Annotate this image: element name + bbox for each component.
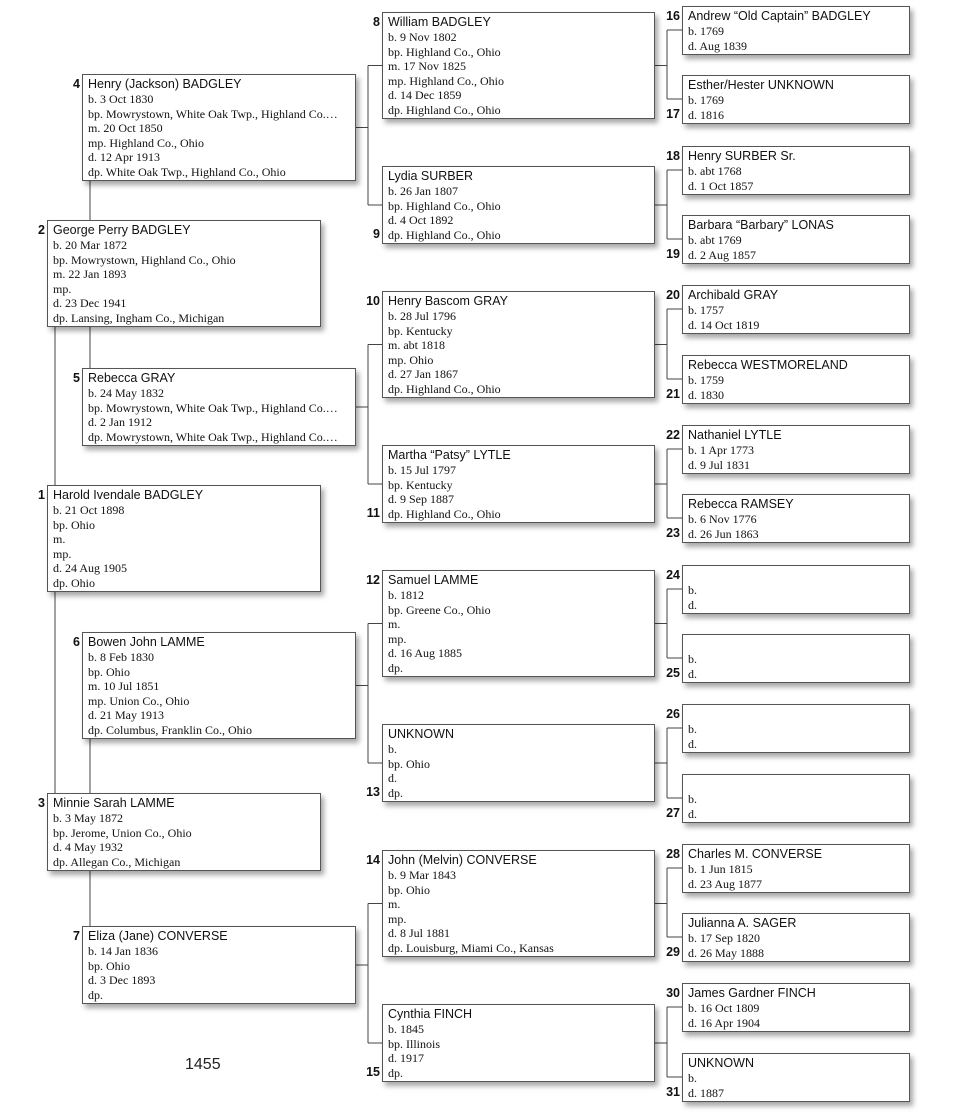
person-name [688, 637, 905, 652]
person-detail: d. 24 Aug 1905 [53, 561, 128, 575]
person-box-19[interactable] [682, 215, 910, 264]
person-detail: dp. Highland Co., Ohio [388, 506, 501, 521]
person-detail: dp. Highland Co., Ohio [388, 227, 501, 242]
person-detail: b. [688, 652, 697, 666]
person-detail: b. 14 Jan 1836 [88, 944, 158, 958]
person-detail: b. [388, 742, 397, 756]
person-detail: m. [53, 532, 66, 546]
ahnentafel-number: 23 [666, 526, 680, 540]
person-name: John (Melvin) CONVERSE [388, 853, 537, 867]
person-detail: b. 6 Nov 1776 [688, 512, 757, 526]
person-name: Rebecca WESTMORELAND [688, 358, 848, 372]
person-name: Rebecca GRAY [88, 371, 176, 385]
person-name: Henry (Jackson) BADGLEY [88, 77, 242, 91]
person-detail: mp. Highland Co., Ohio [88, 135, 204, 150]
person-detail: mp. [53, 546, 72, 561]
person-detail: b. 28 Jul 1796 [388, 309, 457, 323]
person-detail: d. 9 Jul 1831 [688, 457, 751, 472]
person-box-8[interactable] [382, 12, 655, 119]
person-name: Charles M. CONVERSE [688, 847, 823, 861]
person-detail: b. 16 Oct 1809 [688, 1001, 760, 1015]
person-name: Henry SURBER Sr. [688, 149, 796, 163]
person-detail: d. 23 Aug 1877 [688, 876, 763, 891]
person-detail: d. 14 Dec 1859 [388, 88, 462, 102]
person-box-10[interactable] [382, 291, 655, 398]
person-detail: b. [688, 722, 697, 736]
person-box-7[interactable] [82, 926, 356, 1004]
person-detail: d. 4 May 1932 [53, 840, 123, 854]
ahnentafel-number: 4 [73, 77, 80, 91]
ahnentafel-number: 21 [666, 387, 680, 401]
person-detail: d. 26 Jun 1863 [688, 526, 759, 541]
person-detail: d. 12 Apr 1913 [88, 150, 160, 164]
person-name: UNKNOWN [388, 727, 454, 741]
person-name: Archibald GRAY [688, 288, 779, 302]
person-detail: d. [688, 736, 697, 751]
person-detail: b. 9 Mar 1843 [388, 868, 456, 882]
person-detail: m. 20 Oct 1850 [88, 121, 163, 135]
ahnentafel-number: 25 [666, 666, 680, 680]
ahnentafel-number: 24 [666, 568, 680, 582]
person-box-28[interactable] [682, 844, 910, 893]
ahnentafel-number: 9 [373, 227, 380, 241]
person-detail: dp. Allegan Co., Michigan [53, 854, 181, 869]
person-detail: d. 8 Jul 1881 [388, 926, 451, 940]
person-detail: d. 1887 [688, 1085, 724, 1100]
person-detail: b. [688, 1071, 697, 1085]
ahnentafel-number: 14 [366, 853, 380, 867]
person-name [688, 568, 905, 583]
person-detail: b. [688, 792, 697, 806]
person-detail: b. 20 Mar 1872 [53, 238, 127, 252]
ahnentafel-number: 31 [666, 1085, 680, 1099]
person-name: Lydia SURBER [388, 169, 473, 183]
ahnentafel-number: 6 [73, 635, 80, 649]
ahnentafel-number: 2 [38, 223, 45, 237]
person-detail: d. [688, 806, 697, 821]
person-detail: d. 1816 [688, 107, 724, 122]
person-detail: dp. [388, 1065, 403, 1080]
person-detail: b. 24 May 1832 [88, 386, 164, 400]
person-detail: b. abt 1769 [688, 233, 742, 247]
person-box-14[interactable] [382, 850, 655, 957]
person-detail: d. 23 Dec 1941 [53, 296, 127, 310]
ahnentafel-number: 28 [666, 847, 680, 861]
ahnentafel-number: 1 [38, 488, 45, 502]
person-name [688, 707, 905, 722]
person-detail: dp. Ohio [53, 575, 95, 590]
person-detail: d. 16 Apr 1904 [688, 1015, 760, 1030]
person-detail: bp. Jerome, Union Co., Ohio [53, 825, 192, 840]
ahnentafel-number: 10 [366, 294, 380, 308]
person-detail: b. 1 Jun 1815 [688, 862, 753, 876]
person-detail: d. 16 Aug 1885 [388, 646, 463, 660]
person-box-25[interactable] [682, 634, 910, 683]
person-name: Rebecca RAMSEY [688, 497, 794, 511]
person-detail: m. 22 Jan 1893 [53, 267, 127, 281]
person-detail: b. 8 Feb 1830 [88, 650, 154, 664]
person-detail: b. 3 May 1872 [53, 811, 123, 825]
person-name: Minnie Sarah LAMME [53, 796, 175, 810]
person-detail: b. 26 Jan 1807 [388, 184, 458, 198]
person-detail: b. 1812 [388, 588, 424, 602]
person-detail: d. [688, 597, 697, 612]
person-detail: d. 1830 [688, 387, 724, 402]
person-box-15[interactable] [382, 1004, 655, 1082]
person-detail: bp. Mowrystown, Highland Co., Ohio [53, 252, 236, 267]
person-detail: dp. Louisburg, Miami Co., Kansas [388, 940, 554, 955]
person-name [688, 777, 905, 792]
ahnentafel-number: 3 [38, 796, 45, 810]
person-box-20[interactable] [682, 285, 910, 334]
person-box-26[interactable] [682, 704, 910, 753]
person-detail: bp. Mowrystown, White Oak Twp., Highland Co.… [88, 400, 338, 415]
ahnentafel-number: 15 [366, 1065, 380, 1079]
person-box-13[interactable] [382, 724, 655, 802]
person-detail: b. abt 1768 [688, 164, 742, 178]
person-detail: m. 17 Nov 1825 [388, 59, 466, 73]
person-detail: bp. Ohio [88, 664, 130, 679]
person-box-4[interactable] [82, 74, 356, 181]
person-detail: b. [688, 583, 697, 597]
person-name: Bowen John LAMME [88, 635, 205, 649]
person-detail: d. 27 Jan 1867 [388, 367, 458, 381]
person-box-24[interactable] [682, 565, 910, 614]
person-box-27[interactable] [682, 774, 910, 823]
person-box-31[interactable] [682, 1053, 910, 1102]
person-detail: mp. [388, 631, 407, 646]
ahnentafel-number: 7 [73, 929, 80, 943]
ahnentafel-number: 26 [666, 707, 680, 721]
person-detail: b. 1757 [688, 303, 724, 317]
ahnentafel-number: 16 [666, 9, 680, 23]
person-detail: b. 1 Apr 1773 [688, 443, 754, 457]
person-detail: dp. [388, 660, 403, 675]
ahnentafel-number: 30 [666, 986, 680, 1000]
person-box-6[interactable] [82, 632, 356, 739]
person-detail: mp. Ohio [388, 352, 434, 367]
person-box-30[interactable] [682, 983, 910, 1032]
person-detail: bp. Greene Co., Ohio [388, 602, 491, 617]
person-detail: d. 21 May 1913 [88, 708, 164, 722]
person-box-3[interactable] [47, 793, 321, 871]
person-name: James Gardner FINCH [688, 986, 816, 1000]
person-detail: dp. [388, 785, 403, 800]
person-detail: b. 21 Oct 1898 [53, 503, 125, 517]
person-detail: b. 1769 [688, 24, 724, 38]
person-detail: mp. Highland Co., Ohio [388, 73, 504, 88]
person-detail: bp. Highland Co., Ohio [388, 198, 501, 213]
ahnentafel-number: 22 [666, 428, 680, 442]
person-name: Harold Ivendale BADGLEY [53, 488, 204, 502]
ahnentafel-number: 5 [73, 371, 80, 385]
person-detail: bp. Kentucky [388, 477, 453, 492]
person-detail: b. 1759 [688, 373, 724, 387]
person-box-11[interactable] [382, 445, 655, 523]
ahnentafel-number: 13 [366, 785, 380, 799]
person-detail: b. 9 Nov 1802 [388, 30, 457, 44]
person-detail: d. 1 Oct 1857 [688, 178, 754, 193]
ahnentafel-number: 29 [666, 945, 680, 959]
person-box-18[interactable] [682, 146, 910, 195]
person-name: Nathaniel LYTLE [688, 428, 782, 442]
person-detail: mp. [53, 281, 72, 296]
person-detail: m. [388, 617, 401, 631]
person-box-23[interactable] [682, 494, 910, 543]
person-detail: d. 9 Sep 1887 [388, 492, 454, 506]
person-detail: bp. Illinois [388, 1036, 441, 1051]
ahnentafel-number: 11 [366, 506, 380, 520]
ahnentafel-number: 19 [666, 247, 680, 261]
person-detail: bp. Kentucky [388, 323, 453, 338]
person-name: Samuel LAMME [388, 573, 479, 587]
person-box-22[interactable] [682, 425, 910, 474]
person-box-29[interactable] [682, 913, 910, 962]
person-name: Andrew “Old Captain” BADGLEY [688, 9, 871, 23]
person-detail: dp. White Oak Twp., Highland Co., Ohio [88, 164, 286, 179]
person-detail: mp. [388, 911, 407, 926]
ahnentafel-number: 12 [366, 573, 380, 587]
person-detail: dp. Mowrystown, White Oak Twp., Highland Co.… [88, 429, 338, 444]
person-detail: d. 1917 [388, 1051, 424, 1065]
person-box-1[interactable] [47, 485, 321, 592]
person-name: Julianna A. SAGER [688, 916, 797, 930]
person-detail: dp. Columbus, Franklin Co., Ohio [88, 722, 253, 737]
person-detail: m. abt 1818 [388, 338, 445, 352]
person-detail: b. 3 Oct 1830 [88, 92, 154, 106]
person-detail: d. 4 Oct 1892 [388, 213, 454, 227]
person-box-17[interactable] [682, 75, 910, 124]
person-detail: b. 17 Sep 1820 [688, 931, 760, 945]
ahnentafel-number: 17 [666, 107, 680, 121]
person-detail: b. 1845 [388, 1022, 424, 1036]
page-number: 1455 [185, 1056, 221, 1073]
ahnentafel-number: 20 [666, 288, 680, 302]
person-detail: bp. Mowrystown, White Oak Twp., Highland Co.… [88, 106, 338, 121]
ahnentafel-number: 8 [373, 15, 380, 29]
person-detail: d. [388, 771, 397, 785]
person-box-2[interactable] [47, 220, 321, 327]
person-name: Martha “Patsy” LYTLE [388, 448, 511, 462]
person-name: Esther/Hester UNKNOWN [688, 78, 834, 92]
person-box-12[interactable] [382, 570, 655, 677]
person-detail: dp. Highland Co., Ohio [388, 102, 501, 117]
ahnentafel-number: 18 [666, 149, 680, 163]
person-name: Barbara “Barbary” LONAS [688, 218, 834, 232]
person-detail: d. 2 Aug 1857 [688, 247, 757, 262]
person-detail: d. 26 May 1888 [688, 945, 764, 960]
person-box-5[interactable] [82, 368, 356, 446]
person-detail: d. Aug 1839 [688, 38, 748, 53]
person-detail: b. 15 Jul 1797 [388, 463, 457, 477]
person-detail: d. 14 Oct 1819 [688, 317, 760, 332]
person-detail: d. 2 Jan 1912 [88, 415, 152, 429]
person-name: Henry Bascom GRAY [388, 294, 508, 308]
ahnentafel-number: 27 [666, 806, 680, 820]
person-name: William BADGLEY [388, 15, 491, 29]
person-detail: dp. Highland Co., Ohio [388, 381, 501, 396]
person-name: Cynthia FINCH [388, 1007, 473, 1021]
person-detail: dp. [88, 987, 103, 1002]
person-detail: d. 3 Dec 1893 [88, 973, 156, 987]
person-detail: m. [388, 897, 401, 911]
person-detail: bp. Ohio [53, 517, 95, 532]
person-detail: m. 10 Jul 1851 [88, 679, 160, 693]
person-detail: bp. Ohio [388, 756, 430, 771]
person-detail: bp. Ohio [88, 958, 130, 973]
person-name: UNKNOWN [688, 1056, 754, 1070]
person-detail: d. [688, 666, 697, 681]
person-detail: bp. Highland Co., Ohio [388, 44, 501, 59]
person-box-16[interactable] [682, 6, 910, 55]
person-detail: dp. Lansing, Ingham Co., Michigan [53, 310, 225, 325]
person-box-9[interactable] [382, 166, 655, 244]
person-detail: bp. Ohio [388, 882, 430, 897]
person-detail: mp. Union Co., Ohio [88, 693, 190, 708]
person-box-21[interactable] [682, 355, 910, 404]
person-name: George Perry BADGLEY [53, 223, 191, 237]
person-detail: b. 1769 [688, 93, 724, 107]
person-name: Eliza (Jane) CONVERSE [88, 929, 228, 943]
